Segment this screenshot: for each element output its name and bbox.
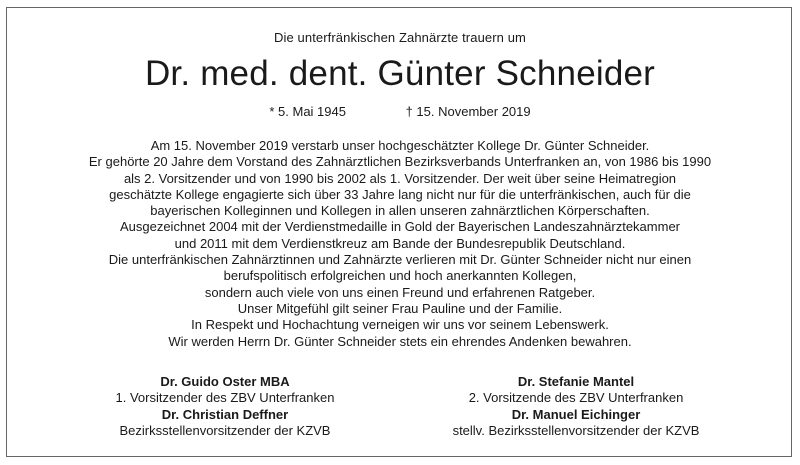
text-line: Ausgezeichnet 2004 mit der Verdienstmedaille in Gold der Bayerischen Landeszahnärztekammer [119, 219, 681, 235]
text-line: Er gehörte 20 Jahre dem Vorstand des Zahnärztlichen Bezirksverbands Unterfranken an, von 1986 bis 1990 [88, 154, 712, 170]
signatory-role: 1. Vorsitzender des ZBV Unterfranken [115, 390, 335, 406]
text-line: sondern auch viele von uns einen Freund und erfahrenen Ratgeber. [204, 284, 596, 300]
signatory-name: Dr. Stefanie Mantel [517, 374, 635, 389]
text-line: als 2. Vorsitzender und von 1990 bis 2002 als 1. Vorsitzender. Der weit über seine Heimatregion [123, 170, 677, 186]
paragraph-loss [0, 252, 800, 301]
paragraph-respect [0, 317, 800, 350]
signatories-left [75, 374, 375, 439]
signatory-role: Bezirksstellenvorsitzender der KZVB [119, 422, 331, 438]
text-line: Am 15. November 2019 verstarb unser hochgeschätzter Kollege Dr. Günter Schneider. [150, 138, 650, 153]
paragraph-tribute [0, 138, 800, 252]
text-line: In Respekt und Hochachtung verneigen wir uns vor seinem Lebenswerk. [191, 317, 609, 333]
text-line: Wir werden Herrn Dr. Günter Schneider stets ein ehrendes Andenken bewahren. [168, 333, 632, 349]
signatory-role: 2. Vorsitzende des ZBV Unterfranken [468, 390, 684, 406]
text-line: bayerischen Kolleginnen und Kollegen in allen unseren zahnärztlichen Körperschaften. [150, 203, 650, 219]
obituary-text [0, 138, 800, 350]
signatory-name: Dr. Manuel Eichinger [511, 406, 641, 422]
text-line: Unser Mitgefühl gilt seiner Frau Pauline und der Familie. [237, 300, 563, 316]
death-date: † 15. November 2019 [405, 104, 531, 119]
signatory-role: stellv. Bezirksstellenvorsitzender der KZVB [452, 422, 700, 438]
intro-line: Die unterfränkischen Zahnärzte trauern um [274, 30, 526, 45]
deceased-name: Dr. med. dent. Günter Schneider [144, 54, 656, 93]
signatory-name: Dr. Christian Deffner [161, 406, 289, 422]
signatory-name: Dr. Guido Oster MBA [160, 374, 290, 389]
paragraph-sympathy [0, 301, 800, 317]
life-dates [0, 104, 800, 119]
text-line: geschätzte Kollege engagierte sich über 33 Jahre lang nicht nur für die unterfränkischen, auch für die [109, 186, 691, 202]
signatories-right [426, 374, 726, 439]
text-line: berufspolitisch erfolgreichen und hoch anerkannten Kollegen, [223, 268, 577, 284]
text-line: Die unterfränkischen Zahnärztinnen und Zahnärzte verlieren mit Dr. Günter Schneider nicht nur einen [108, 252, 692, 268]
text-line: und 2011 mit dem Verdienstkreuz am Bande der Bundesrepublik Deutschland. [174, 235, 626, 251]
birth-date: * 5. Mai 1945 [269, 104, 346, 119]
